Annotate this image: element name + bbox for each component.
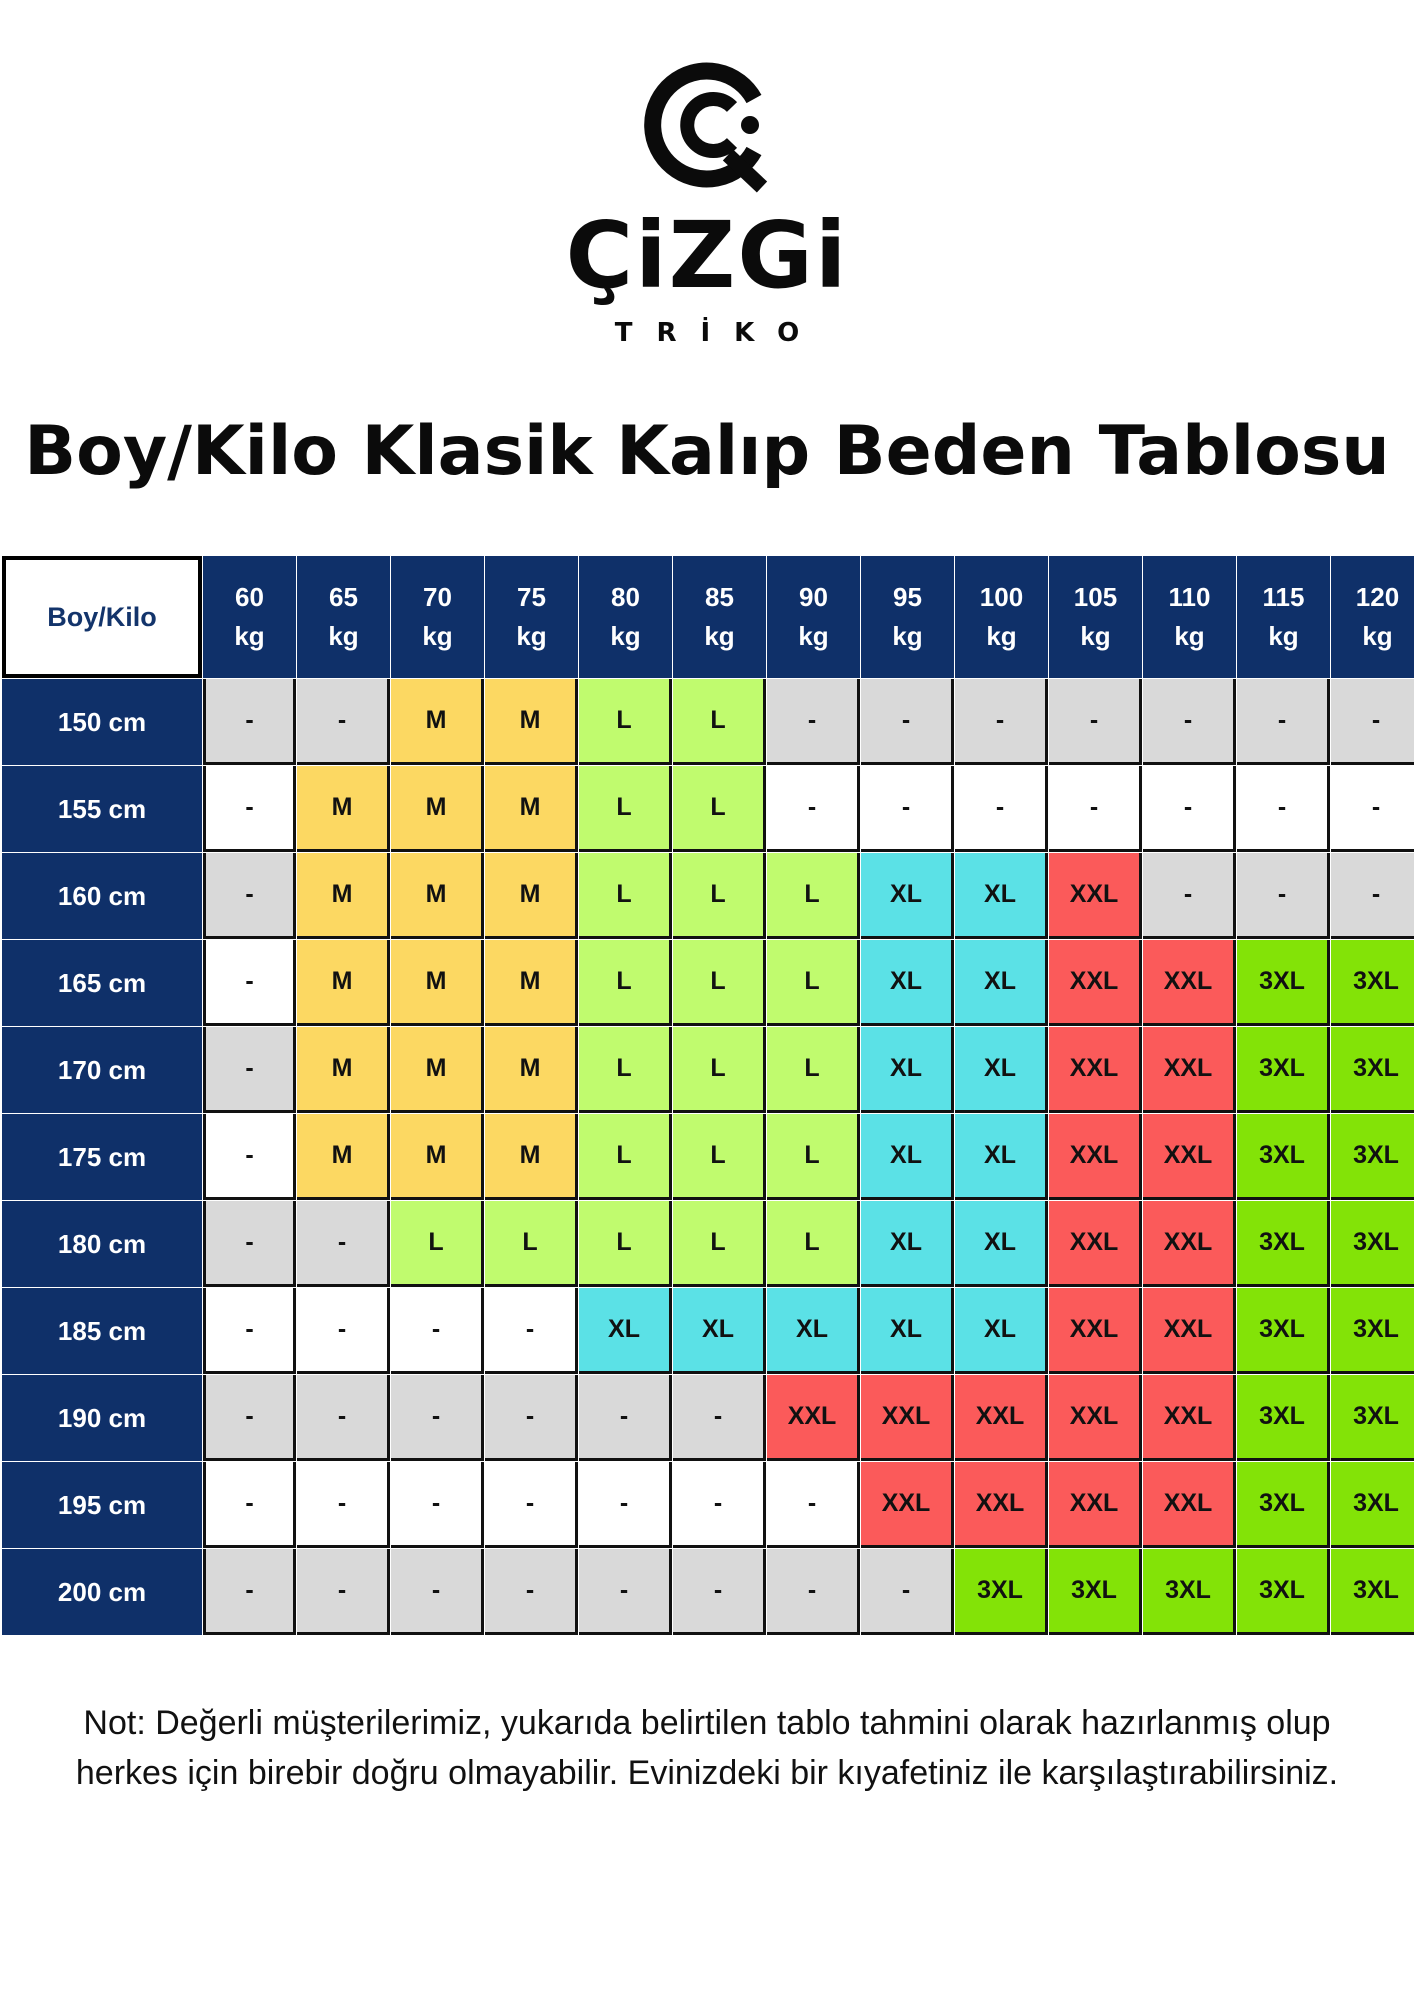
row-header-height: 190 cm: [2, 1375, 202, 1461]
column-header-weight: 105: [1073, 582, 1118, 612]
size-cell: XXL: [767, 1375, 860, 1461]
size-cell: XL: [767, 1288, 860, 1374]
size-cell: XL: [579, 1288, 672, 1374]
size-cell: XXL: [1049, 853, 1142, 939]
size-cell: 3XL: [1331, 1375, 1414, 1461]
size-cell: 3XL: [1331, 1462, 1414, 1548]
size-table: [2, 556, 1412, 1635]
row-header-height: 150 cm: [2, 679, 202, 765]
row-header-height: 185 cm: [2, 1288, 202, 1374]
size-cell: -: [297, 1462, 390, 1548]
size-cell: -: [767, 1549, 860, 1635]
size-cell: -: [203, 1549, 296, 1635]
column-header-unit: kg: [328, 621, 359, 651]
column-header: [1331, 556, 1414, 678]
column-header-weight: 95: [893, 582, 922, 612]
size-cell: L: [391, 1201, 484, 1287]
size-cell: L: [579, 1201, 672, 1287]
column-header-weight: 85: [705, 582, 734, 612]
size-cell: M: [391, 1114, 484, 1200]
size-cell: 3XL: [1143, 1549, 1236, 1635]
size-cell: 3XL: [1237, 1114, 1330, 1200]
size-cell: XL: [955, 1114, 1048, 1200]
size-cell: L: [579, 940, 672, 1026]
size-cell: XL: [955, 1027, 1048, 1113]
size-cell: XL: [955, 940, 1048, 1026]
size-cell: XXL: [1143, 1201, 1236, 1287]
column-header: [861, 556, 954, 678]
size-cell: 3XL: [1237, 1288, 1330, 1374]
size-cell: L: [579, 1114, 672, 1200]
size-cell: L: [579, 679, 672, 765]
size-cell: XXL: [1143, 1375, 1236, 1461]
size-cell: XL: [861, 1201, 954, 1287]
disclaimer-note: Not: Değerli müşterilerimiz, yukarıda belirtilen tablo tahmini olarak hazırlanmış olup herkes için birebir doğru olmayabilir. Evinizdeki bir kıyafetiniz ile karşılaştırabilirsiniz.: [75, 1704, 1339, 1792]
column-header-unit: kg: [1268, 621, 1299, 651]
size-cell: XXL: [861, 1462, 954, 1548]
column-header: [1143, 556, 1236, 678]
size-cell: -: [673, 1549, 766, 1635]
page-title: Boy/Kilo Klasik Kalıp Beden Tablosu: [24, 412, 1390, 491]
size-cell: XXL: [1049, 1114, 1142, 1200]
size-cell: L: [767, 1201, 860, 1287]
size-cell: -: [579, 1375, 672, 1461]
column-header: [485, 556, 578, 678]
brand-subtitle: TRİKO: [614, 318, 824, 348]
size-cell: -: [861, 766, 954, 852]
size-cell: L: [579, 1027, 672, 1113]
size-cell: -: [579, 1549, 672, 1635]
size-cell: M: [391, 940, 484, 1026]
column-header-unit: kg: [234, 621, 265, 651]
size-cell: -: [1237, 853, 1330, 939]
size-cell: -: [673, 1375, 766, 1461]
brand-logo: [0, 55, 1414, 355]
column-header-unit: kg: [610, 621, 641, 651]
row-header-height: 195 cm: [2, 1462, 202, 1548]
column-header: [1237, 556, 1330, 678]
size-cell: M: [485, 766, 578, 852]
column-header-unit: kg: [1174, 621, 1205, 651]
logo-mark-icon: [632, 55, 782, 195]
size-cell: -: [297, 1549, 390, 1635]
size-cell: 3XL: [1331, 1027, 1414, 1113]
brand-name: ÇiZGi: [565, 202, 849, 309]
size-cell: L: [485, 1201, 578, 1287]
size-cell: M: [485, 853, 578, 939]
size-cell: L: [767, 1027, 860, 1113]
size-cell: L: [673, 766, 766, 852]
column-header: [297, 556, 390, 678]
size-cell: -: [297, 1375, 390, 1461]
size-cell: -: [297, 1201, 390, 1287]
size-cell: XXL: [1143, 1027, 1236, 1113]
size-cell: XXL: [1143, 1114, 1236, 1200]
size-cell: XL: [861, 1288, 954, 1374]
column-header: [391, 556, 484, 678]
size-cell: XXL: [1143, 1288, 1236, 1374]
size-cell: M: [297, 940, 390, 1026]
column-header: [203, 556, 296, 678]
size-cell: M: [391, 679, 484, 765]
size-cell: -: [579, 1462, 672, 1548]
size-cell: M: [391, 853, 484, 939]
size-cell: 3XL: [1237, 1462, 1330, 1548]
size-cell: -: [485, 1549, 578, 1635]
column-header-unit: kg: [422, 621, 453, 651]
size-cell: -: [1143, 853, 1236, 939]
size-cell: 3XL: [1331, 1114, 1414, 1200]
size-cell: M: [485, 1027, 578, 1113]
size-cell: -: [203, 1027, 296, 1113]
size-cell: -: [391, 1549, 484, 1635]
size-cell: M: [297, 1114, 390, 1200]
size-cell: -: [767, 1462, 860, 1548]
column-header-unit: kg: [986, 621, 1017, 651]
row-header-height: 175 cm: [2, 1114, 202, 1200]
size-cell: L: [673, 679, 766, 765]
size-cell: -: [861, 679, 954, 765]
size-cell: XXL: [1049, 1027, 1142, 1113]
size-cell: -: [203, 679, 296, 765]
size-cell: XL: [955, 1288, 1048, 1374]
size-cell: -: [391, 1462, 484, 1548]
column-header-weight: 60: [235, 582, 264, 612]
size-cell: -: [391, 1288, 484, 1374]
column-header-unit: kg: [892, 621, 923, 651]
size-cell: -: [485, 1288, 578, 1374]
size-cell: 3XL: [1331, 1288, 1414, 1374]
size-cell: L: [579, 766, 672, 852]
column-header: [673, 556, 766, 678]
size-cell: L: [673, 1027, 766, 1113]
size-cell: M: [485, 1114, 578, 1200]
column-header-weight: 65: [329, 582, 358, 612]
column-header-unit: kg: [516, 621, 547, 651]
size-cell: 3XL: [1237, 1375, 1330, 1461]
column-header-weight: 110: [1168, 582, 1211, 612]
size-cell: -: [203, 1114, 296, 1200]
size-cell: -: [955, 679, 1048, 765]
size-cell: XL: [861, 940, 954, 1026]
column-header-unit: kg: [1080, 621, 1111, 651]
size-cell: -: [955, 766, 1048, 852]
size-cell: XXL: [1143, 1462, 1236, 1548]
size-cell: 3XL: [1237, 1027, 1330, 1113]
size-cell: M: [297, 1027, 390, 1113]
row-header-height: 200 cm: [2, 1549, 202, 1635]
size-cell: M: [485, 679, 578, 765]
size-cell: -: [1143, 679, 1236, 765]
size-cell: M: [297, 853, 390, 939]
row-header-height: 160 cm: [2, 853, 202, 939]
size-cell: -: [203, 1288, 296, 1374]
column-header-weight: 90: [799, 582, 828, 612]
column-header: [1049, 556, 1142, 678]
row-header-height: 170 cm: [2, 1027, 202, 1113]
column-header: [579, 556, 672, 678]
size-cell: -: [767, 679, 860, 765]
size-cell: XXL: [1049, 940, 1142, 1026]
column-header-weight: 75: [517, 582, 546, 612]
size-cell: -: [203, 1462, 296, 1548]
size-cell: L: [579, 853, 672, 939]
size-cell: XL: [955, 853, 1048, 939]
size-cell: -: [1049, 679, 1142, 765]
row-header-height: 155 cm: [2, 766, 202, 852]
column-header-weight: 115: [1262, 582, 1305, 612]
size-cell: -: [1143, 766, 1236, 852]
column-header-weight: 70: [423, 582, 452, 612]
size-cell: XL: [861, 1114, 954, 1200]
size-cell: 3XL: [1237, 1201, 1330, 1287]
column-header-unit: kg: [1362, 621, 1393, 651]
size-cell: M: [391, 766, 484, 852]
size-cell: XL: [861, 853, 954, 939]
size-cell: L: [767, 853, 860, 939]
table-corner-header: Boy/Kilo: [2, 556, 202, 678]
row-header-height: 165 cm: [2, 940, 202, 1026]
size-cell: XL: [955, 1201, 1048, 1287]
size-cell: L: [673, 1201, 766, 1287]
row-header-height: 180 cm: [2, 1201, 202, 1287]
size-cell: 3XL: [1331, 1201, 1414, 1287]
column-header-unit: kg: [704, 621, 735, 651]
size-cell: M: [485, 940, 578, 1026]
size-cell: L: [673, 1114, 766, 1200]
size-cell: L: [673, 853, 766, 939]
size-cell: -: [391, 1375, 484, 1461]
size-cell: M: [391, 1027, 484, 1113]
size-cell: -: [485, 1462, 578, 1548]
size-cell: 3XL: [1049, 1549, 1142, 1635]
size-cell: XXL: [955, 1375, 1048, 1461]
size-cell: -: [1049, 766, 1142, 852]
size-cell: -: [203, 766, 296, 852]
size-cell: -: [203, 1375, 296, 1461]
column-header-weight: 100: [979, 582, 1024, 612]
column-header: [767, 556, 860, 678]
size-cell: -: [1237, 679, 1330, 765]
size-cell: -: [1331, 679, 1414, 765]
column-header-weight: 120: [1355, 582, 1400, 612]
size-cell: XXL: [1049, 1462, 1142, 1548]
size-cell: L: [673, 940, 766, 1026]
size-cell: XXL: [955, 1462, 1048, 1548]
size-cell: -: [1331, 766, 1414, 852]
size-cell: 3XL: [1331, 940, 1414, 1026]
size-cell: -: [1331, 853, 1414, 939]
size-cell: XL: [673, 1288, 766, 1374]
column-header-weight: 80: [611, 582, 640, 612]
size-cell: XXL: [1049, 1288, 1142, 1374]
size-cell: -: [203, 853, 296, 939]
size-cell: 3XL: [1237, 940, 1330, 1026]
size-cell: -: [203, 1201, 296, 1287]
size-cell: -: [297, 1288, 390, 1374]
size-cell: -: [673, 1462, 766, 1548]
size-cell: XXL: [861, 1375, 954, 1461]
size-cell: -: [203, 940, 296, 1026]
column-header: [955, 556, 1048, 678]
size-cell: XXL: [1049, 1375, 1142, 1461]
size-cell: 3XL: [1237, 1549, 1330, 1635]
size-cell: -: [297, 679, 390, 765]
size-cell: 3XL: [1331, 1549, 1414, 1635]
column-header-unit: kg: [798, 621, 829, 651]
size-cell: -: [767, 766, 860, 852]
size-cell: XL: [861, 1027, 954, 1113]
size-cell: -: [1237, 766, 1330, 852]
size-cell: 3XL: [955, 1549, 1048, 1635]
size-cell: L: [767, 940, 860, 1026]
size-cell: L: [767, 1114, 860, 1200]
size-cell: -: [861, 1549, 954, 1635]
size-cell: -: [485, 1375, 578, 1461]
size-cell: XXL: [1049, 1201, 1142, 1287]
size-cell: XXL: [1143, 940, 1236, 1026]
size-cell: M: [297, 766, 390, 852]
